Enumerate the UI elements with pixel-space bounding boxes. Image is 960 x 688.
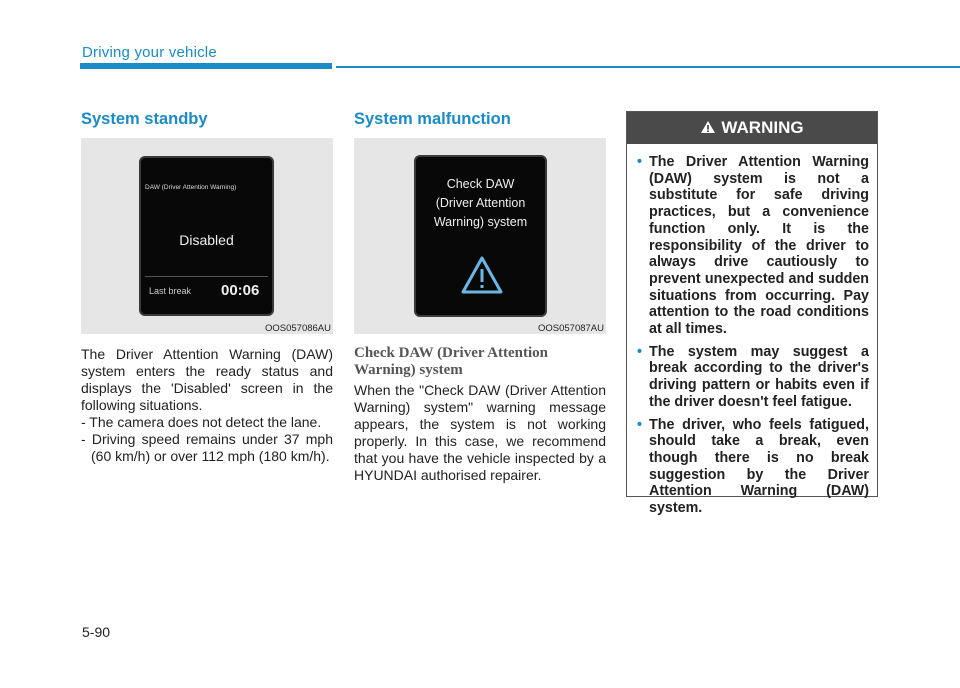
page-number: 5-90 [82, 624, 111, 640]
screen-message-line: (Driver Attention [435, 196, 526, 210]
warning-list [637, 154, 869, 523]
warning-icon [700, 120, 716, 134]
bullet-icon: • [637, 343, 643, 360]
warning-title: WARNING [721, 118, 804, 137]
warning-box [626, 111, 878, 517]
list-item: - The camera does not detect the lane. [81, 414, 322, 430]
warning-bullet-text: The Driver Attention Warning (DAW) system is not a substitute for safe driving practices, but a convenience function only. It is the responsibility of the driver to always drive cautiously to prevent unexpected and sudden situations from occurring. Pay attention to the road conditions at all times. [649, 154, 869, 338]
malfunction-figure [354, 138, 606, 334]
standby-figure-caption: OOS057086AU [264, 323, 331, 334]
warning-bullet-text: The system may suggest a break according to the driver's driving pattern or habits even if the driver doesn't feel fatigue. [649, 343, 869, 410]
screen-divider [145, 276, 268, 277]
screen-label-top: DAW (Driver Attention Warning) [145, 184, 237, 191]
cluster-screen-disabled [139, 156, 274, 316]
standby-paragraph: The Driver Attention Warning (DAW) system enters the ready status and displays the 'Disabled' screen in the following situations. [81, 346, 333, 413]
malfunction-paragraph: When the "Check DAW (Driver Attention Warning) system" warning message appears, the system is not working properly. In this case, we recommend that you have the vehicle inspected by a HYUNDAI authorised repairer. [354, 382, 606, 483]
section-title: Driving your vehicle [82, 44, 217, 61]
standby-figure [81, 138, 333, 334]
screen-label-last-break: Last break [149, 286, 192, 296]
warning-header [627, 112, 877, 144]
list-item: - Driving speed remains under 37 mph (60 km/h) or over 112 mph (180 km/h). [81, 431, 333, 464]
bullet-icon: • [637, 416, 643, 433]
header-rule-thick [80, 63, 332, 69]
screen-message-line: Warning) system [433, 215, 528, 229]
malfunction-heading: System malfunction [354, 110, 511, 128]
warning-bullet-text: The driver, who feels fatigued, should take a break, even though there is no break suggestion by the Driver Attention Warning (DAW) system. [649, 416, 869, 517]
list-item [637, 344, 869, 411]
warning-triangle-icon [460, 255, 504, 295]
malfunction-subheading: Check DAW (Driver Attention Warning) system [354, 345, 549, 378]
screen-label-time: 00:06 [221, 282, 260, 299]
screen-message-line: Check DAW [446, 177, 515, 191]
cluster-screen-check [414, 155, 547, 317]
standby-list [81, 414, 333, 465]
header-rule-thin [336, 66, 960, 68]
list-item [637, 417, 869, 517]
malfunction-figure-caption: OOS057087AU [537, 323, 604, 334]
bullet-icon: • [637, 154, 643, 170]
list-item [637, 154, 869, 338]
screen-message [416, 175, 545, 232]
screen-label-disabled: Disabled [179, 232, 234, 248]
standby-heading: System standby [81, 110, 208, 128]
